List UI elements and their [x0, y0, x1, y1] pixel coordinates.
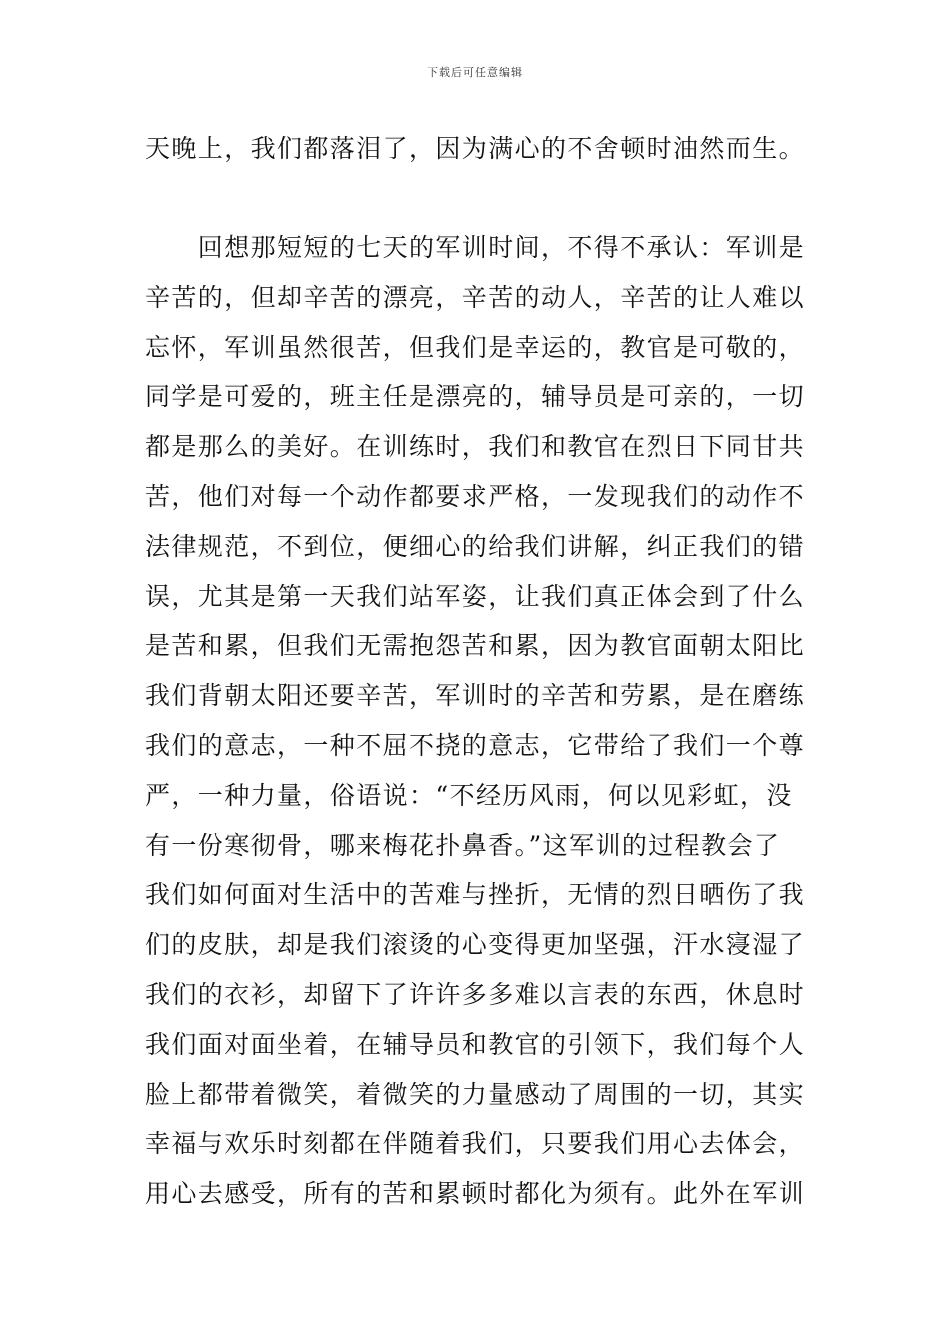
- text-line: 辛苦的，但却辛苦的漂亮，辛苦的动人，辛苦的让人难以: [145, 282, 806, 312]
- text-line: 有一份寒彻骨，哪来梅花扑鼻香。”这军训的过程教会了: [145, 830, 781, 860]
- text-line: 严，一种力量，俗语说：“不经历风雨，何以见彩虹，没: [145, 780, 793, 810]
- text-line: 幸福与欢乐时刻都在伴随着我们，只要我们用心去体会，: [145, 1129, 806, 1159]
- text-line: 我们背朝太阳还要辛苦，军训时的辛苦和劳累，是在磨练: [145, 681, 806, 711]
- text-line: 我们如何面对生活中的苦难与挫折，无情的烈日晒伤了我: [145, 880, 806, 910]
- text-line: 天晚上，我们都落泪了，因为满心的不舍顿时油然而生。: [145, 134, 806, 163]
- text-line: 用心去感受，所有的苦和累顿时都化为须有。此外在军训: [145, 1179, 806, 1209]
- paragraph-1: [145, 124, 810, 174]
- text-line: 脸上都带着微笑，着微笑的力量感动了周围的一切，其实: [145, 1079, 806, 1109]
- text-line: 忘怀，军训虽然很苦，但我们是幸运的，教官是可敬的，: [145, 332, 806, 362]
- text-line: 同学是可爱的，班主任是漂亮的，辅导员是可亲的，一切: [145, 382, 806, 412]
- text-line: 们的皮肤，却是我们滚烫的心变得更加坚强，汗水寖湿了: [145, 930, 806, 960]
- text-line: 我们面对面坐着，在辅导员和教官的引领下，我们每个人: [145, 1029, 806, 1059]
- text-line: 误，尤其是第一天我们站军姿，让我们真正体会到了什么: [145, 581, 806, 611]
- paragraph-2: [145, 223, 810, 1219]
- text-line: 回想那短短的七天的军训时间，不得不承认：军训是: [145, 233, 806, 262]
- text-line: 我们的意志，一种不屈不挠的意志，它带给了我们一个尊: [145, 730, 806, 760]
- text-line: 都是那么的美好。在训练时，我们和教官在烈日下同甘共: [145, 432, 806, 462]
- text-line: 是苦和累，但我们无需抱怨苦和累，因为教官面朝太阳比: [145, 631, 806, 661]
- text-line: 我们的衣衫，却留下了许许多多难以言表的东西，休息时: [145, 979, 806, 1009]
- text-line: 苦，他们对每一个动作都要求严格，一发现我们的动作不: [145, 481, 806, 511]
- text-line: 法律规范，不到位，便细心的给我们讲解，纠正我们的错: [145, 531, 806, 561]
- page-header: 下载后可任意编辑: [427, 66, 523, 79]
